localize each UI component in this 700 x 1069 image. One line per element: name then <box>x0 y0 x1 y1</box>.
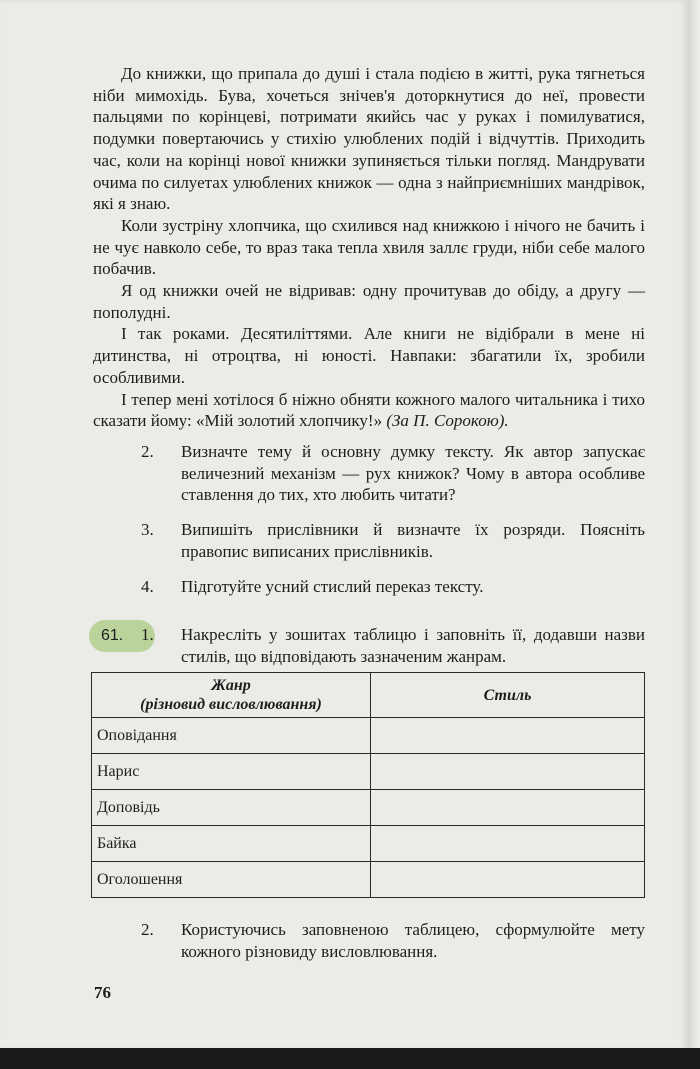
genre-cell: Нарис <box>92 754 371 790</box>
task-2-number: 2. <box>141 442 154 461</box>
task-2-text: Визначте тему й основну думку тексту. Як автор запускає величезний механізм — рух книжок? Чому в автора особливе ставлення до тих, хто любить читати? <box>181 442 645 505</box>
task-3-number: 3. <box>141 520 154 539</box>
task-3-text: Випишіть прислівники й визначте їх розряди. Поясніть правопис виписаних прислівників. <box>181 520 645 561</box>
task-2 <box>141 441 645 506</box>
genre-cell: Оповідання <box>92 718 371 754</box>
header-genre-title: Жанр <box>211 677 251 694</box>
genre-cell: Доповідь <box>92 790 371 826</box>
paragraph-4: І так роками. Десятиліттями. Але книги не відібрали в мене ні дитинства, ні отроцтва, ні юності. Навпаки: збагатили їх, зробили особливими. <box>93 324 645 387</box>
exercise-task-2 <box>141 919 645 962</box>
exercise-task-1 <box>141 624 645 667</box>
style-cell <box>371 754 645 790</box>
style-cell <box>371 790 645 826</box>
table-row <box>92 862 645 898</box>
exercise-task-1-text: Накресліть у зошитах таблицю і заповніть її, додавши назви стилів, що відповідають зазначеним жанрам. <box>181 625 645 666</box>
header-style: Стиль <box>371 673 645 718</box>
header-genre <box>92 673 371 718</box>
scan-border <box>0 1048 700 1069</box>
page-edge <box>688 0 700 1050</box>
main-text <box>93 63 645 432</box>
paragraph-5-text: І тепер мені хотілося б ніжно обняти кожного малого читальника і тихо сказати йому: «Мій золотий хлопчику!» <box>93 389 645 431</box>
exercise-task-2-text: Користуючись заповненою таблицею, сформулюйте мету кожного різновиду висловлювання. <box>181 920 645 961</box>
task-4 <box>141 576 645 598</box>
task-4-text: Підготуйте усний стислий переказ тексту. <box>181 577 484 596</box>
genre-cell: Оголошення <box>92 862 371 898</box>
page-number: 76 <box>94 983 111 1002</box>
style-cell <box>371 862 645 898</box>
exercise-task-2-number: 2. <box>141 920 154 939</box>
table-row <box>92 790 645 826</box>
task-4-number: 4. <box>141 577 154 596</box>
table-row <box>92 826 645 862</box>
exercise-task-1-number: 1. <box>141 625 154 644</box>
author-attribution: (За П. Сорокою). <box>386 411 509 431</box>
style-cell <box>371 718 645 754</box>
paragraph-5 <box>93 389 645 432</box>
paragraph-3: Я од книжки очей не відривав: одну прочитував до обіду, а другу — пополудні. <box>93 281 645 322</box>
header-genre-subtitle: (різновид висловлювання) <box>140 696 322 713</box>
genre-cell: Байка <box>92 826 371 862</box>
style-cell <box>371 826 645 862</box>
task-3 <box>141 519 645 562</box>
table-row <box>92 754 645 790</box>
paragraph-1: До книжки, що припала до душі і стала подією в житті, рука тягнеться ніби мимохідь. Бува, хочеться знічев'я доторкнутися до неї, провести пальцями по корінцеві, потримати якийсь час у руках і помилуватися, подумки повертаючись у стихію улюблених подій і відчуттів. Приходить час, коли на корінці нової книжки зупиняється тільки погляд. Мандрувати очима по силуетах улюблених книжок — одна з найприємніших мандрівок, які я знаю. <box>93 64 645 214</box>
table-row <box>92 718 645 754</box>
genre-style-table <box>91 672 645 898</box>
paragraph-2: Коли зустріну хлопчика, що схилився над книжкою і нічого не бачить і не чує навколо себе, то враз така тепла хвиля заллє груди, ніби себе малого побачив. <box>93 215 645 279</box>
table-header-row <box>92 673 645 718</box>
exercise-number-badge: 61. <box>89 620 155 652</box>
